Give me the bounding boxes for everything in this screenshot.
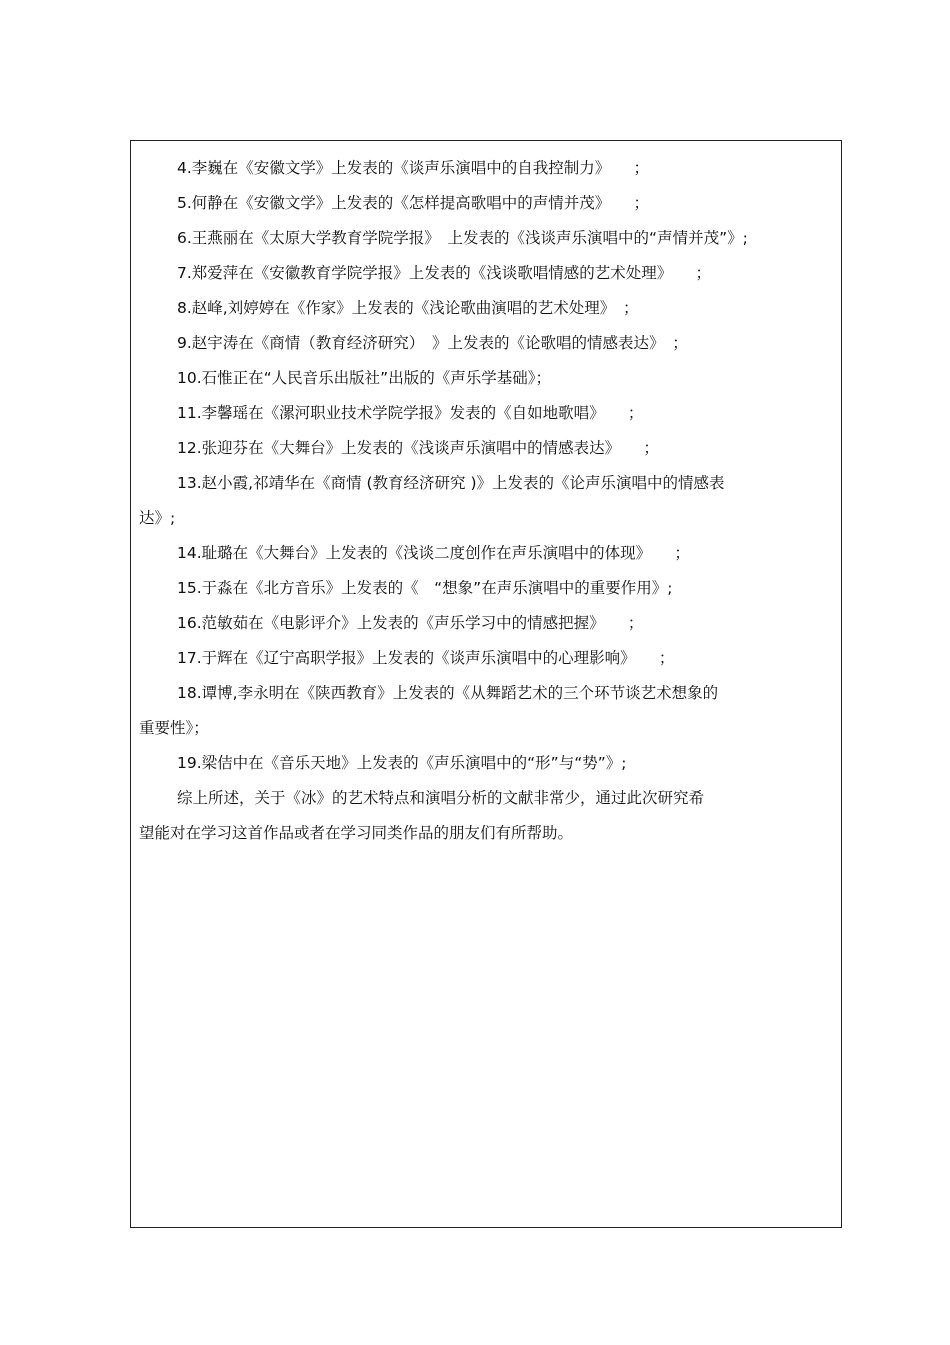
reference-item-7: 7.郑爱萍在《安徽教育学院学报》上发表的《浅谈歌唱情感的艺术处理》 ； <box>177 264 712 282</box>
reference-item-15: 15.于淼在《北方音乐》上发表的《 “想象”在声乐演唱中的重要作用》; <box>177 579 673 597</box>
document-content <box>139 151 835 851</box>
reference-item-5: 5.何静在《安徽文学》上发表的《怎样提高歌唱中的声情并茂》 ； <box>177 194 650 212</box>
reference-item-12: 12.张迎芬在《大舞台》上发表的《浅谈声乐演唱中的情感表达》 ； <box>177 439 659 457</box>
reference-item-11: 11.李馨瑶在《漯河职业技术学院学报》发表的《自如地歌唱》 ； <box>177 404 644 422</box>
summary-paragraph: 综上所述，关于《冰》的艺术特点和演唱分析的文献非常少，通过此次研究希 <box>177 789 705 807</box>
reference-item-16: 16.范敏茹在《电影评介》上发表的《声乐学习中的情感把握》 ； <box>177 614 644 632</box>
reference-item-14: 14.耻璐在《大舞台》上发表的《浅谈二度创作在声乐演唱中的体现》 ； <box>177 544 690 562</box>
reference-item-10: 10.石惟正在“人民音乐出版社”出版的《声乐学基础》； <box>177 369 551 387</box>
reference-item-8: 8.赵峰,刘婷婷在《作家》上发表的《浅论歌曲演唱的艺术处理》 ； <box>177 299 639 317</box>
reference-item-18-continued: 重要性》； <box>139 719 209 737</box>
reference-item-19: 19.梁佶中在《音乐天地》上发表的《声乐演唱中的“形”与“势”》; <box>177 754 627 772</box>
reference-item-6: 6.王燕丽在《太原大学教育学院学报》 上发表的《浅谈声乐演唱中的“声情并茂”》; <box>177 229 748 247</box>
reference-item-13: 13.赵小霞,祁靖华在《商情 (教育经济研究 )》上发表的《论声乐演唱中的情感表 <box>177 474 725 492</box>
reference-item-4: 4.李巍在《安徽文学》上发表的《谈声乐演唱中的自我控制力》 ； <box>177 159 650 177</box>
document-frame <box>130 140 842 1228</box>
reference-item-9: 9.赵宇涛在《商情（教育经济研究） 》上发表的《论歌唱的情感表达》 ； <box>177 334 688 352</box>
reference-item-13-continued: 达》; <box>139 509 176 527</box>
reference-item-18: 18.谭博,李永明在《陕西教育》上发表的《从舞蹈艺术的三个环节谈艺术想象的 <box>177 684 719 702</box>
summary-paragraph-continued: 望能对在学习这首作品或者在学习同类作品的朋友们有所帮助。 <box>139 824 574 842</box>
reference-item-17: 17.于辉在《辽宁高职学报》上发表的《谈声乐演唱中的心理影响》 ； <box>177 649 675 667</box>
